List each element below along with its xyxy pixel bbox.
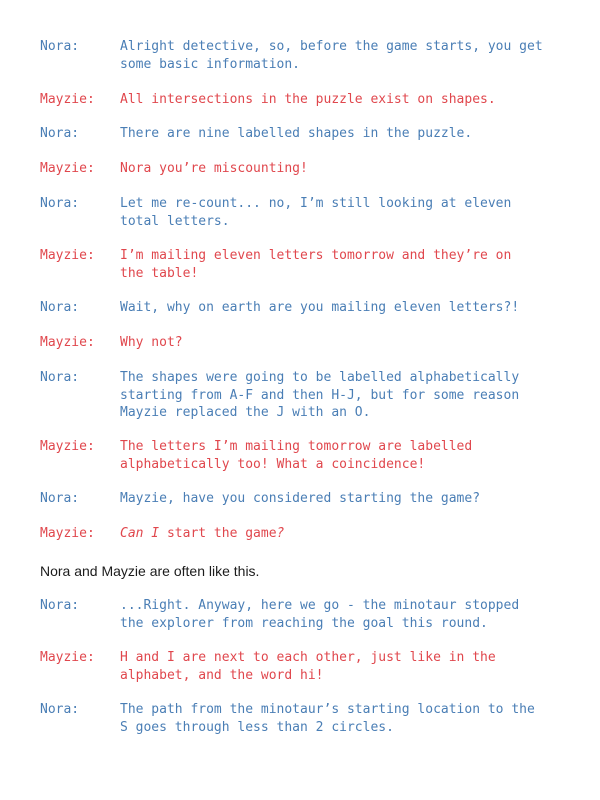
speaker-label: Mayzie: bbox=[40, 439, 95, 454]
speaker-label: Nora: bbox=[40, 196, 80, 211]
dialogue-line-mayzie bbox=[40, 247, 570, 282]
speaker-label: Mayzie: bbox=[40, 650, 95, 665]
speaker-label: Nora: bbox=[40, 491, 80, 506]
emphasis-text: Can I bbox=[120, 526, 160, 541]
speaker-label: Nora: bbox=[40, 370, 80, 385]
dialogue-line-nora bbox=[40, 299, 570, 317]
dialogue-line-nora bbox=[40, 125, 570, 143]
dialogue-text: Alright detective, so, before the game starts, you get some basic information. bbox=[120, 39, 543, 72]
dialogue-text: The letters I’m mailing tomorrow are labelled alphabetically too! What a coincidence! bbox=[120, 439, 473, 472]
dialogue-text: Can I start the game? bbox=[120, 526, 285, 541]
speaker-label: Mayzie: bbox=[40, 335, 95, 350]
dialogue-text: The shapes were going to be labelled alphabetically starting from A-F and then H-J, but for some reason Mayzie replaced the J with an O. bbox=[120, 370, 520, 420]
speaker-label: Mayzie: bbox=[40, 526, 95, 541]
speaker-label: Nora: bbox=[40, 126, 80, 141]
narration-text: Nora and Mayzie are often like this. bbox=[40, 563, 260, 579]
dialogue-text: I’m mailing eleven letters tomorrow and they’re on the table! bbox=[120, 248, 512, 281]
dialogue-text: Wait, why on earth are you mailing eleven letters?! bbox=[120, 300, 520, 315]
dialogue-text: Mayzie, have you considered starting the game? bbox=[120, 491, 481, 506]
speaker-label: Nora: bbox=[40, 702, 80, 717]
dialogue-text: Let me re-count... no, I’m still looking at eleven total letters. bbox=[120, 196, 512, 229]
speaker-label: Nora: bbox=[40, 39, 80, 54]
dialogue-line-mayzie bbox=[40, 91, 570, 109]
dialogue-line-nora bbox=[40, 490, 570, 508]
dialogue-text: Why not? bbox=[120, 335, 183, 350]
dialogue-text: Nora you’re miscounting! bbox=[120, 161, 308, 176]
dialogue-line-mayzie bbox=[40, 160, 570, 178]
dialogue-text: H and I are next to each other, just like in the alphabet, and the word hi! bbox=[120, 650, 496, 683]
dialogue-text: There are nine labelled shapes in the puzzle. bbox=[120, 126, 473, 141]
dialogue-line-nora bbox=[40, 369, 570, 422]
dialogue-line-mayzie bbox=[40, 334, 570, 352]
dialogue-line-nora bbox=[40, 701, 570, 736]
dialogue-line-mayzie bbox=[40, 649, 570, 684]
speaker-label: Nora: bbox=[40, 598, 80, 613]
speaker-label: Mayzie: bbox=[40, 161, 95, 176]
dialogue-line-nora bbox=[40, 597, 570, 632]
dialogue-text: The path from the minotaur’s starting location to the S goes through less than 2 circles. bbox=[120, 702, 535, 735]
dialogue-line-mayzie bbox=[40, 525, 570, 543]
dialogue-text: All intersections in the puzzle exist on shapes. bbox=[120, 92, 496, 107]
speaker-label: Nora: bbox=[40, 300, 80, 315]
dialogue-line-mayzie bbox=[40, 438, 570, 473]
speaker-label: Mayzie: bbox=[40, 248, 95, 263]
dialogue-text: ...Right. Anyway, here we go - the minotaur stopped the explorer from reaching the goal this round. bbox=[120, 598, 520, 631]
dialogue-line-nora bbox=[40, 195, 570, 230]
speaker-label: Mayzie: bbox=[40, 92, 95, 107]
dialogue-line-nora bbox=[40, 38, 570, 73]
